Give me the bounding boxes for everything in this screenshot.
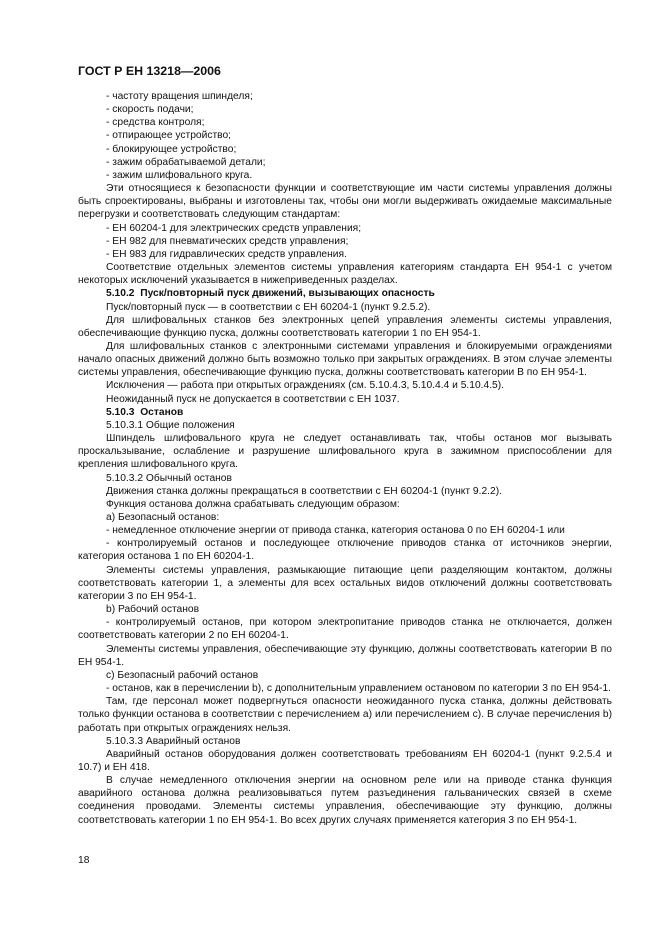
list-item: - зажим обрабатываемой детали; [106, 156, 266, 168]
paragraph: Движения станка должны прекращаться в соответствии с ЕН 60204-1 (пункт 9.2.2). [106, 485, 502, 497]
paragraph: Там, где персонал может подвергнуться опасности неожиданного пуска станка, должны действовать только функции останова в соответствии с перечислением а) или перечислением с). В случае перечисления b) работать при открытых ограждениях нельзя. [78, 696, 612, 734]
paragraph: Для шлифовальных станков без электронных цепей управления элементы системы управления, обеспечивающие функцию пуска, должны соответствовать категории 1 по ЕН 954-1. [78, 314, 612, 339]
paragraph: - контролируемый останов и последующее отключение приводов станка от источников энергии, категория останова 1 по ЕН 60204-1. [78, 538, 612, 563]
page-number: 18 [78, 855, 90, 866]
list-item: - ЕН 60204-1 для электрических средств управления; [106, 222, 362, 234]
paragraph: Эти относящиеся к безопасности функции и соответствующие им части системы управления должны быть спроектированы, выбраны и изготовлены так, чтобы они могли выдерживать ожидаемые максимальные перегрузки и соответствовать следующим стандартам: [78, 183, 612, 221]
list-item: - отпирающее устройство; [106, 130, 232, 142]
list-item: - зажим шлифовального круга. [106, 169, 253, 181]
list-item: - скорость подачи; [106, 104, 194, 116]
paragraph: - контролируемый останов, при котором электропитание приводов станка не отключается, должен соответствовать категории 2 по ЕН 60204-1. [78, 617, 612, 642]
paragraph: Аварийный останов оборудования должен соответствовать требованиям ЕН 60204-1 (пункт 9.2.5.4 и 10.7) и ЕН 418. [78, 748, 612, 773]
enumeration-item-a: а) Безопасный останов: [106, 512, 220, 523]
paragraph: Неожиданный пуск не допускается в соответствии с ЕН 1037. [106, 393, 400, 405]
list-item: - средства контроля; [106, 117, 205, 129]
paragraph: Соответствие отдельных элементов системы управления категориям стандарта ЕН 954-1 с учетом некоторых исключений указывается в нижеприведенных разделах. [78, 262, 612, 287]
section-number: 5.10.2 [106, 288, 135, 300]
section-heading-5-10-3 [78, 406, 612, 419]
subsection-heading: 5.10.3.2 Обычный останов [106, 472, 232, 484]
section-title: Останов [140, 406, 184, 418]
paragraph: В случае немедленного отключения энергии на основном реле или на приводе станка функция аварийного останова должна реализовываться путем разъединения гальванических связей в схеме соединения проводами. Элементы системы управления, обеспечивающие эту функцию, должны соответствовать категории 1 по ЕН 954-1. Во всех других случаях применяется категория 3 по ЕН 954-1. [78, 775, 612, 826]
section-title: Пуск/повторный пуск движений, вызывающих опасность [140, 288, 435, 300]
paragraph: Для шлифовальных станков с электронными системами управления и блокируемыми ограждениями начало опасных движений должно быть возможно только при закрытых ограждениях. В этом случае элементы системы управления, обеспечивающие функцию пуска, должны соответствовать категории В по ЕН 954-1. [78, 340, 612, 379]
paragraph: Элементы системы управления, обеспечивающие эту функцию, должны соответствовать категории В по ЕН 954-1. [78, 643, 612, 668]
document-header: ГОСТ Р ЕН 13218—2006 [78, 64, 221, 78]
paragraph: Пуск/повторный пуск — в соответствии с ЕН 60204-1 (пункт 9.2.5.2). [106, 301, 431, 313]
document-body [78, 90, 612, 827]
section-number: 5.10.3 [106, 406, 135, 418]
subsection-heading: 5.10.3.3 Аварийный останов [106, 735, 241, 747]
paragraph: Исключения — работа при открытых ограждениях (см. 5.10.4.3, 5.10.4.4 и 5.10.4.5). [106, 380, 504, 392]
list-item: - ЕН 982 для пневматических средств управления; [106, 235, 349, 247]
paragraph: - немедленное отключение энергии от привода станка, категория останова 0 по ЕН 60204-1 или [106, 525, 565, 537]
enumeration-item-b: b) Рабочий останов [106, 604, 200, 616]
list-item: - частоту вращения шпинделя; [106, 91, 253, 102]
section-heading-5-10-2 [78, 287, 612, 300]
list-item: - ЕН 983 для гидравлических средств управления. [106, 248, 347, 260]
enumeration-item-c: с) Безопасный рабочий останов [106, 669, 259, 681]
list-item: - блокирующее устройство; [106, 143, 237, 155]
paragraph: Элементы системы управления, размыкающие питающие цепи разделяющим контактом, должны соответствовать категории 1, а элементы для всех остальных видов отключений должны соответствовать категории 3 по ЕН 954-1. [78, 564, 612, 602]
paragraph: - останов, как в перечислении b), с дополнительным управлением остановом по категории 3 по ЕН 954-1. [106, 683, 612, 695]
paragraph: Функция останова должна срабатывать следующим образом: [106, 498, 400, 510]
paragraph: Шпиндель шлифовального круга не следует останавливать так, чтобы останов мог вызывать проскальзывание, ослабление и разрушение шлифовального круга в зажимном приспособлении для крепления шлифовального круга. [78, 433, 612, 471]
subsection-heading: 5.10.3.1 Общие положения [106, 419, 235, 431]
